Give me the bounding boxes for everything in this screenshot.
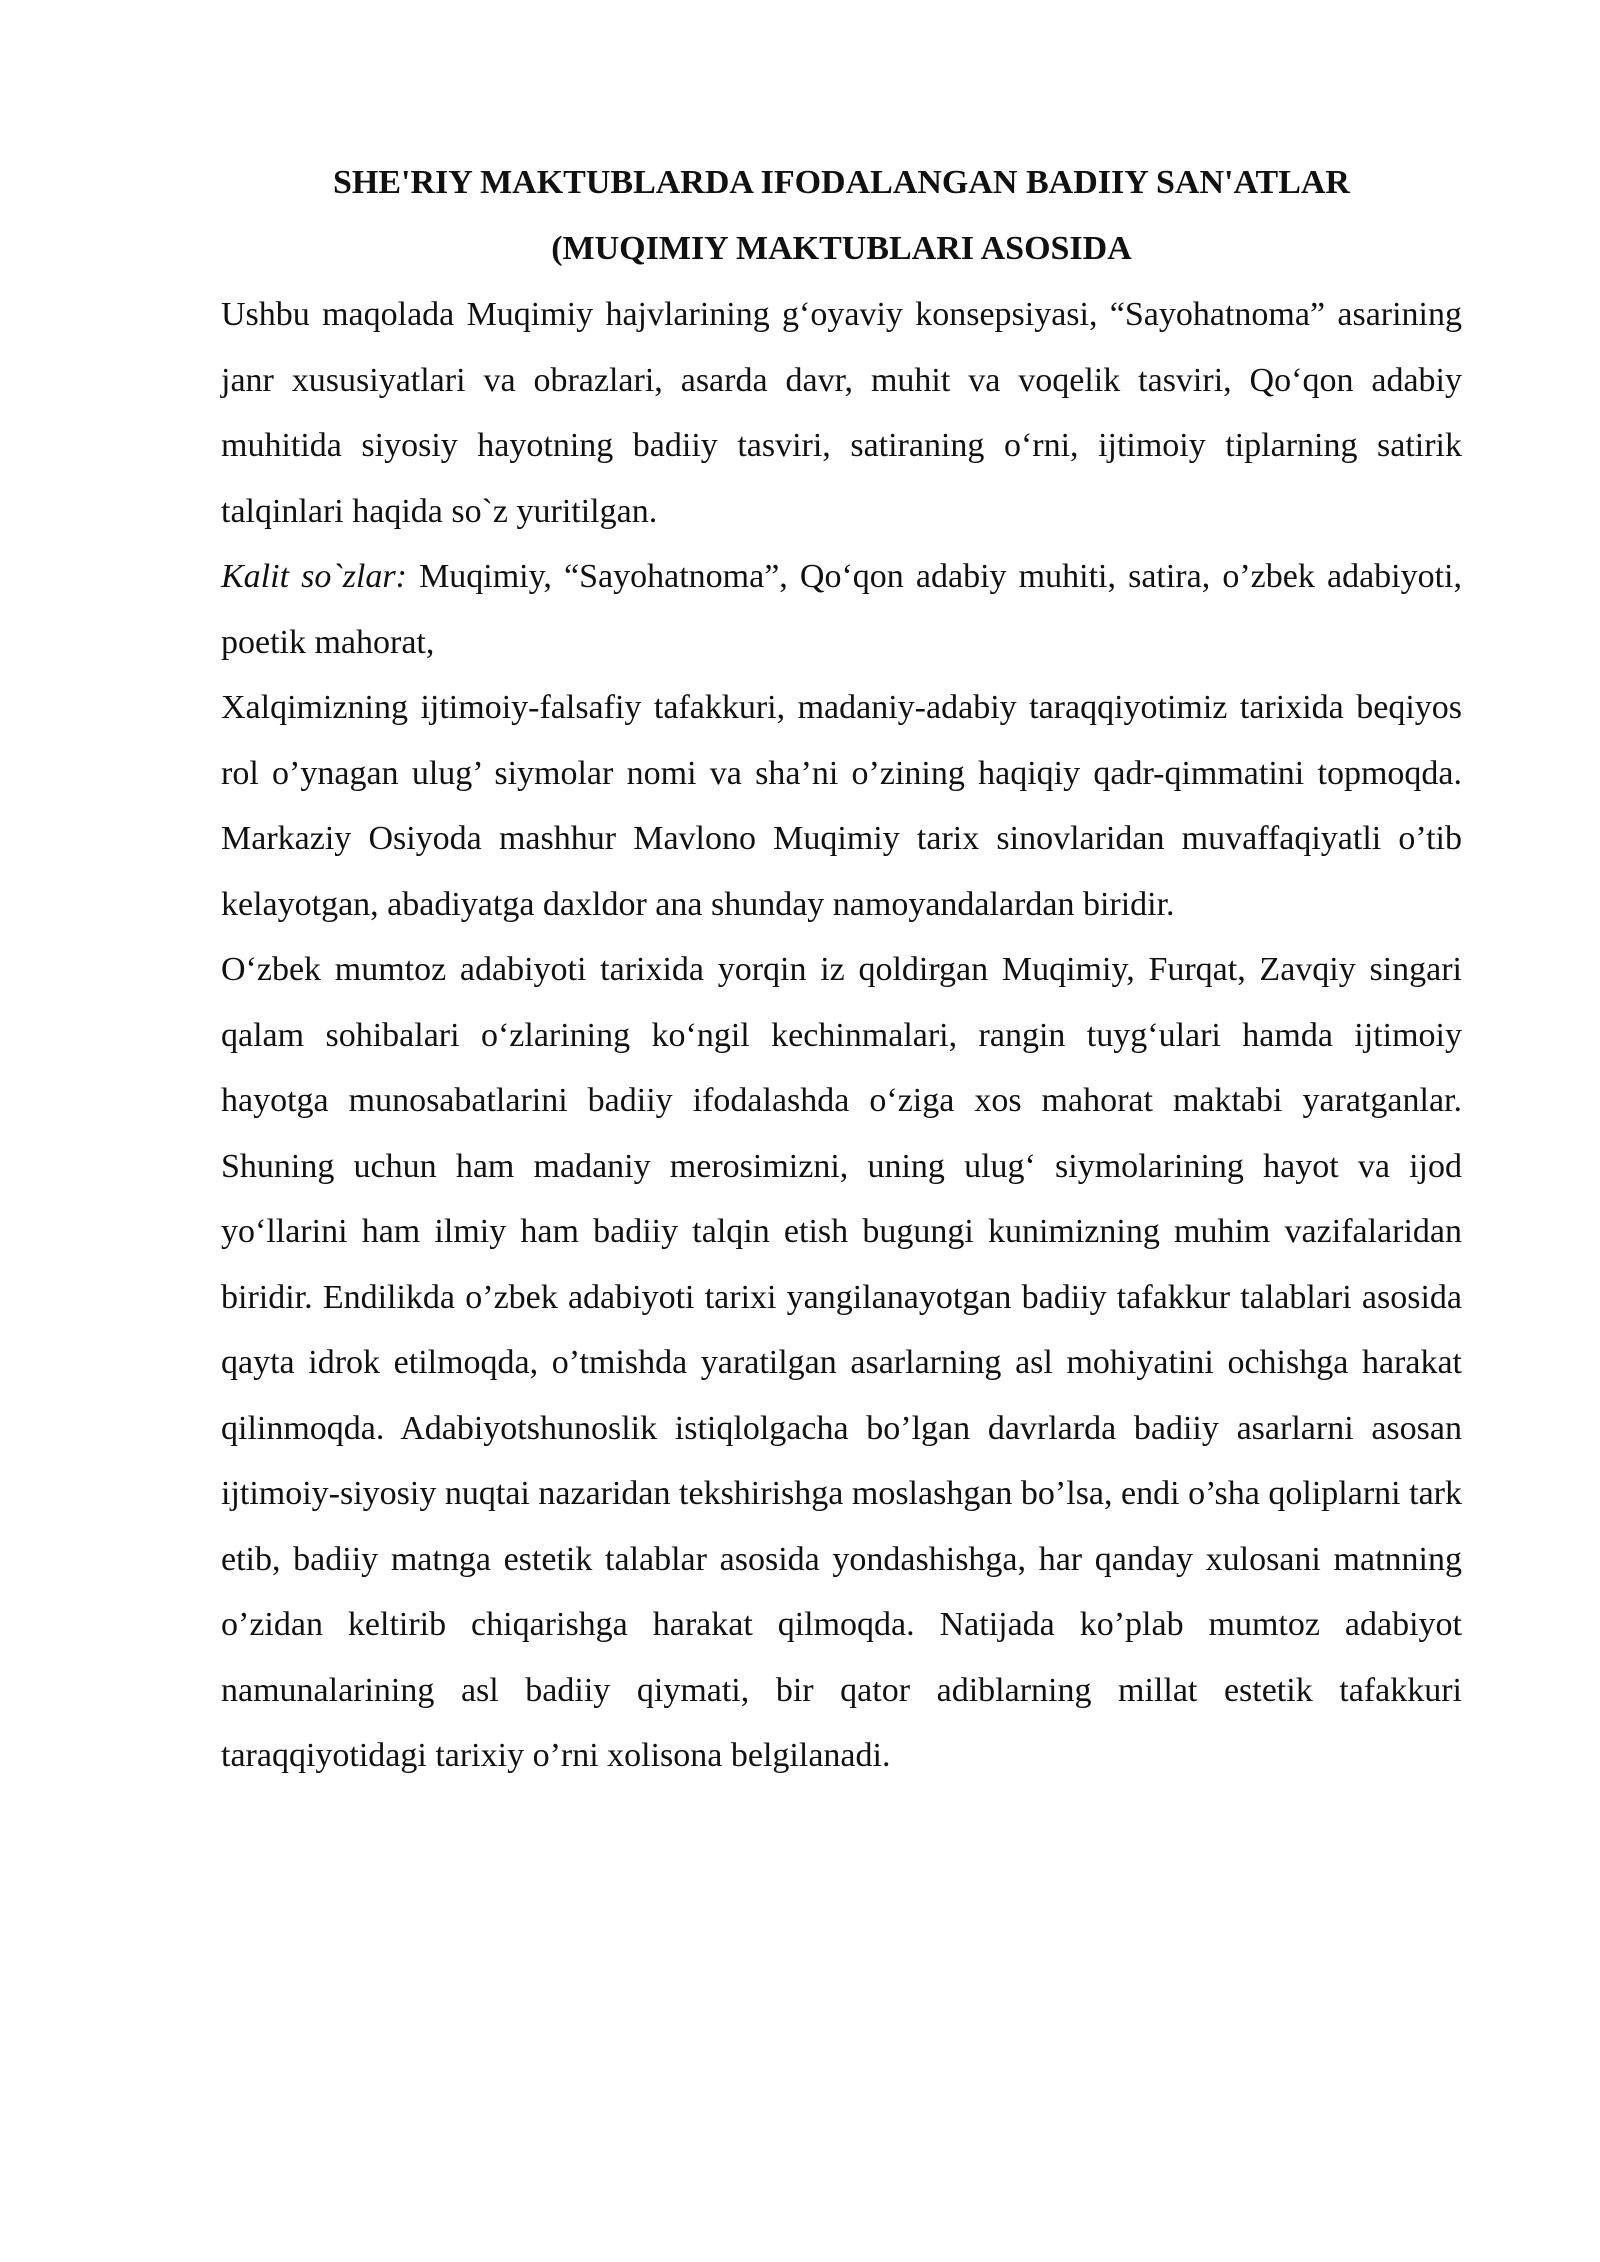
article-title-line-2: (MUQIMIY MAKTUBLARI ASOSIDA: [551, 230, 1132, 267]
keywords-label: Kalit so`zlar:: [221, 558, 407, 595]
body-paragraph-2: O‘zbek mumtoz adabiyoti tarixida yorqin iz qoldirgan Muqimiy, Furqat, Zavqiy singari qalam sohibalari o‘zlarining ko‘ngil kechinmalari, rangin tuyg‘ulari hamda ijtimoiy hayotga munosabatlarini badiiy ifodalashda o‘ziga xos mahorat maktabi yaratganlar. Shuning uchun ham madaniy merosimizni, uning ulug‘ siymolarining hayot va ijod yo‘llarini ham ilmiy ham badiiy talqin etish bugungi kunimizning muhim vazifalaridan biridir. Endilikda o’zbek adabiyoti tarixi yangilanayotgan badiiy tafakkur talablari asosida qayta idrok etilmoqda, o’tmishda yaratilgan asarlarning asl mohiyatini ochishga harakat qilinmoqda. Adabiyotshunoslik istiqlolgacha bo’lgan davrlarda badiiy asarlarni asosan ijtimoiy-siyosiy nuqtai nazaridan tekshirishga moslashgan bo’lsa, endi o’sha qoliplarni tark etib, badiiy matnga estetik talablar asosida yondashishga, har qanday xulosani matnning o’zidan keltirib chiqarishga harakat qilmoqda. Natijada ko’plab mumtoz adabiyot namunalarining asl badiiy qiymati, bir qator adiblarning millat estetik tafakkuri taraqqiyotidagi tarixiy o’rni xolisona belgilanadi.: [221, 951, 1462, 1774]
article-title-line-1: SHE'RIY MAKTUBLARDA IFODALANGAN BADIIY SAN'ATLAR: [333, 164, 1350, 201]
document-body: [221, 150, 1462, 1789]
body-paragraph-1: Xalqimizning ijtimoiy-falsafiy tafakkuri, madaniy-adabiy taraqqiyotimiz tarixida beqiyos rol o’ynagan ulug’ siymolar nomi va sha’ni o’zining haqiqiy qadr-qimmatini topmoqda. Markaziy Osiyoda mashhur Mavlono Muqimiy tarix sinovlaridan muvaffaqiyatli o’tib kelayotgan, abadiyatga daxldor ana shunday namoyandalardan biridir.: [221, 689, 1462, 923]
article-title: [221, 150, 1462, 282]
abstract-paragraph: Ushbu maqolada Muqimiy hajvlarining g‘oyaviy konsepsiyasi, “Sayohatnoma” asarining janr xususiyatlari va obrazlari, asarda davr, muhit va voqelik tasviri, Qo‘qon adabiy muhitida siyosiy hayotning badiiy tasviri, satiraning o‘rni, ijtimoiy tiplarning satirik talqinlari haqida so`z yuritilgan.: [221, 296, 1462, 530]
keywords-list: Muqimiy, “Sayohatnoma”, Qo‘qon adabiy muhiti, satira, o’zbek adabiyoti, poetik mahorat,: [221, 558, 1462, 661]
keywords-paragraph: [221, 544, 1462, 675]
